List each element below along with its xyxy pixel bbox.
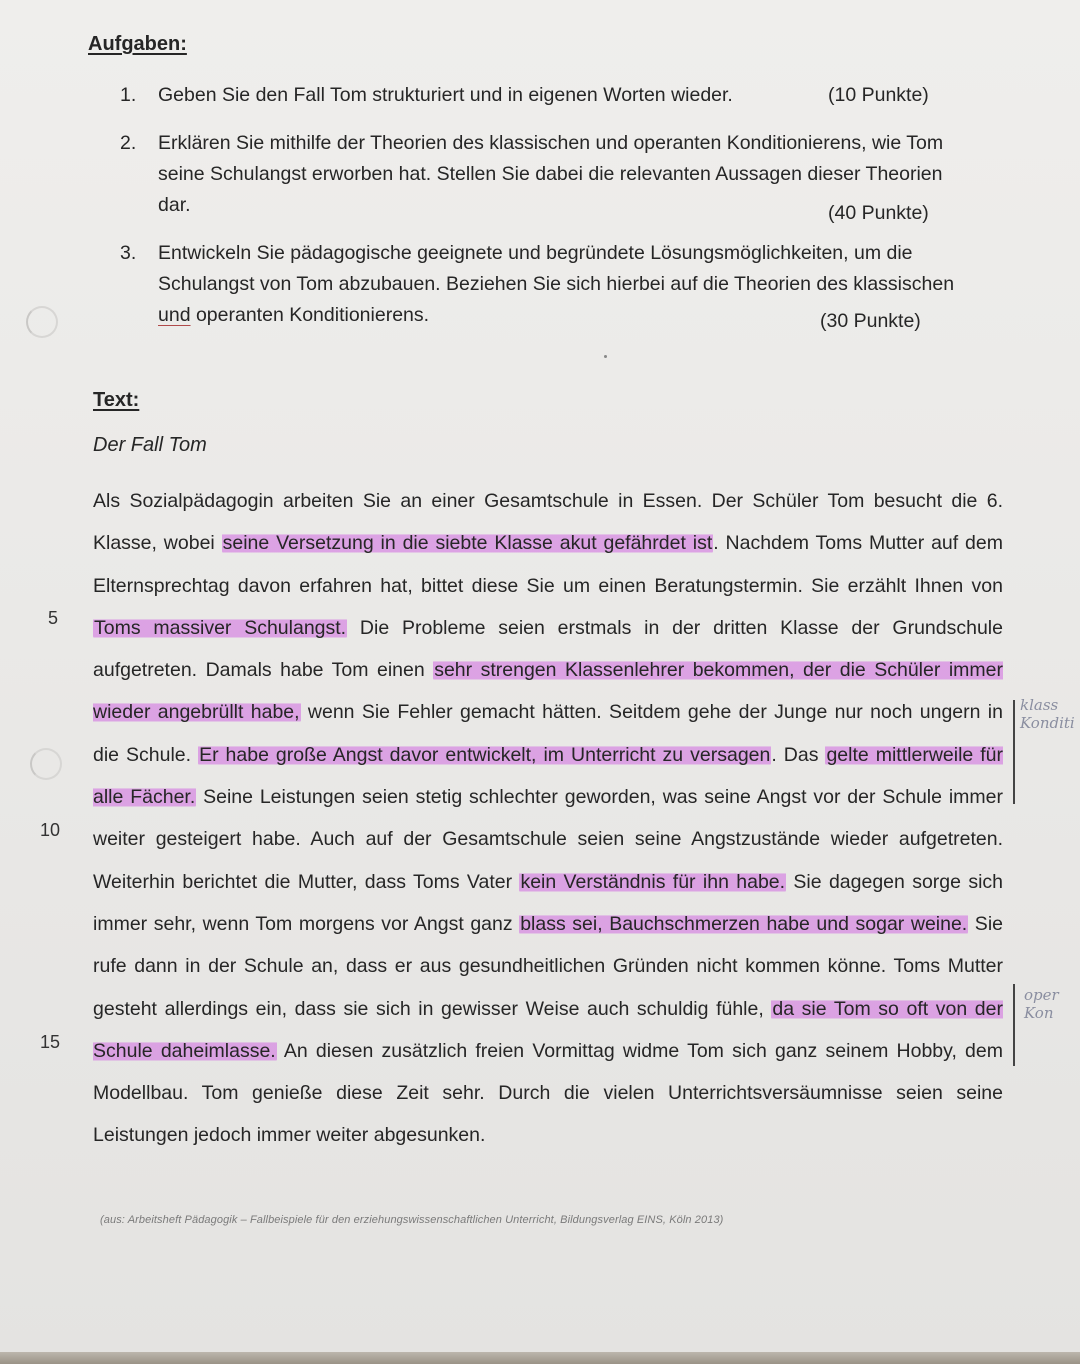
story-title: Der Fall Tom [93, 434, 207, 456]
text-segment: Als Sozialpädagogin arbeiten Sie an einer Gesamtschule in Essen. Der Schüler Tom besucht die 6. Klasse, wobei [93, 490, 1003, 555]
margin-bracket-lower [1013, 984, 1015, 1066]
highlighted-passage: gelte mittlerweile für alle Fächer. [93, 743, 1004, 809]
source-citation: (aus: Arbeitsheft Pädagogik – Fallbeispiele für den erziehungswissenschaftlichen Unterricht, Bildungsverlag EINS, Köln 2013) [100, 1214, 724, 1226]
text-segment: . Das [771, 743, 826, 766]
binder-hole-middle [30, 748, 62, 780]
task-text-line: Geben Sie den Fall Tom strukturiert und in eigenen Worten wieder. [158, 84, 733, 106]
line-number-10: 10 [40, 820, 61, 840]
text-segment: . Nachdem Toms Mutter auf dem Elternsprechtag davon erfahren hat, bittet diese Sie um einen Beratungstermin. Sie erzählt Ihnen von [93, 532, 1003, 597]
margin-note-lower: oper Kon [1024, 986, 1059, 1022]
task-points: (40 Punkte) [828, 202, 929, 224]
text-segment: Sie dagegen sorge sich immer sehr, wenn Tom morgens vor Angst ganz [93, 870, 1004, 935]
margin-bracket-upper [1013, 700, 1015, 804]
task-text-rest: operanten Konditionierens. [190, 304, 430, 326]
margin-note-upper: klass Konditi [1020, 696, 1075, 732]
highlighted-passage: Toms massiver Schulangst. [94, 616, 347, 639]
text-segment: Die Probleme seien erstmals in der dritten Klasse der Grundschule aufgetreten. Damals habe Tom einen [93, 616, 1003, 682]
highlighted-passage: kein Verständnis für ihn habe. [520, 870, 786, 893]
highlighted-passage: da sie Tom so oft von der Schule daheimlasse. [93, 997, 1003, 1062]
highlighted-passage: sehr strengen Klassenlehrer bekommen, der die Schüler immer wieder angebrüllt habe, [93, 659, 1003, 724]
highlighted-passage: Er habe große Angst davor entwickelt, im Unterricht zu versagen [199, 743, 771, 766]
binder-hole-top [26, 306, 58, 338]
line-number-15: 15 [40, 1032, 61, 1052]
text-segment: Seine Leistungen seien stetig schlechter geworden, was seine Angst vor der Schule immer weiter gesteigert habe. Auch auf der Gesamtschule seien seine Angstzustände wieder aufgetreten. Weiterhin berichtet die Mutter, dass Toms Vater [93, 786, 1003, 893]
highlighted-passage: seine Versetzung in die siebte Klasse akut gefährdet ist [222, 532, 713, 555]
text-heading: Text: [93, 389, 140, 411]
desk-edge [0, 1352, 1080, 1364]
task-points: (10 Punkte) [828, 84, 929, 106]
tasks-heading: Aufgaben: [88, 33, 187, 55]
task-text-line: Schulangst von Tom abzubauen. Beziehen Sie sich hierbei auf die Theorien des klassischen [158, 273, 955, 295]
task-number: 2. [120, 132, 137, 154]
underlined-word: und [158, 304, 191, 326]
stray-mark [604, 355, 607, 358]
task-text-line: seine Schulangst erworben hat. Stellen Sie dabei die relevanten Aussagen dieser Theorien [158, 163, 943, 185]
text-segment: Sie rufe dann in der Schule an, dass er aus gesundheitlichen Gründen nicht kommen könne. Toms Mutter gesteht allerdings ein, dass sie sich in gewisser Weise auch schuldig fühle, [93, 912, 1003, 1020]
task-points: (30 Punkte) [820, 310, 921, 332]
text-segment: An diesen zusätzlich freien Vormittag widme Tom sich ganz seinem Hobby, dem Modellbau. Tom genieße diese Zeit sehr. Durch die vielen Unterrichtsversäumnisse seien seine Leistungen jedoch immer weiter abgesunken. [93, 1039, 1003, 1147]
task-number: 3. [120, 242, 137, 264]
highlighted-passage: blass sei, Bauchschmerzen habe und sogar weine. [520, 912, 968, 935]
task-text-line: Erklären Sie mithilfe der Theorien des klassischen und operanten Konditionierens, wie Tom [158, 132, 944, 154]
text-segment: wenn Sie Fehler gemacht hätten. Seitdem gehe der Junge nur noch ungern in die Schule. [93, 701, 1003, 766]
task-number: 1. [120, 84, 137, 106]
task-text-line: dar. [158, 194, 191, 216]
story-paragraph [93, 480, 1003, 1157]
line-number-5: 5 [48, 608, 59, 628]
task-text-line: Entwickeln Sie pädagogische geeignete und begründete Lösungsmöglichkeiten, um die [158, 242, 913, 264]
